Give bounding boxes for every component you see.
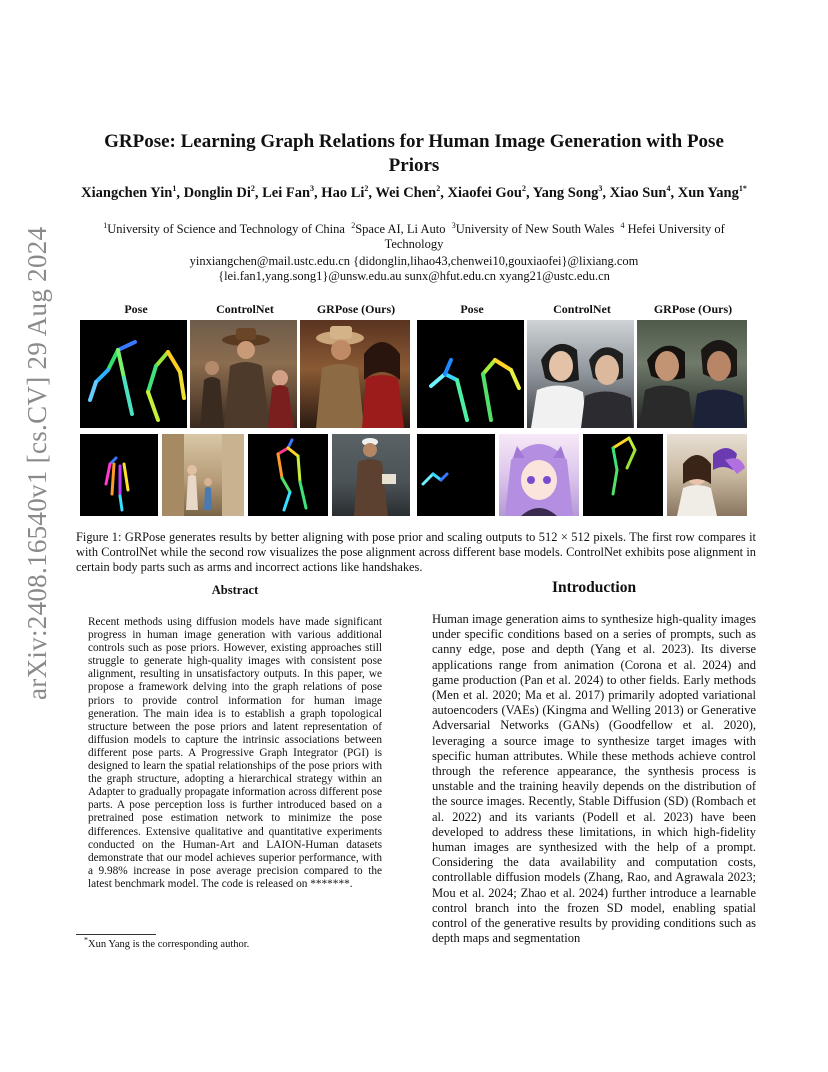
author: Wei Chen$^2$, xyxy=(375,184,448,201)
email-line: yinxiangchen@mail.ustc.edu.cn {didonglin,lihao43,chenwei10,gouxiaofei}@lixiang.com xyxy=(189,254,639,268)
author: Yang Song$^3$, xyxy=(532,184,610,201)
pose-skeleton-image xyxy=(80,320,187,428)
column-label-pose: Pose xyxy=(460,302,484,316)
footnote: *Xun Yang is the corresponding author. xyxy=(84,935,250,950)
arxiv-stamp: arXiv:2408.16540v1 [cs.CV] 29 Aug 2024 xyxy=(22,226,52,700)
column-label-controlnet: ControlNet xyxy=(553,302,611,316)
email-line: {lei.fan1,yang.song1}@unsw.edu.au sunx@hfut.edu.cn xyang21@ustc.edu.cn xyxy=(218,269,610,283)
author: Xiangchen Yin$^1$, xyxy=(81,184,184,201)
column-label-pose: Pose xyxy=(124,302,148,316)
pose-skeleton-image xyxy=(417,434,495,516)
base-model-result-image xyxy=(162,434,244,516)
author: Xiao Sun$^4$, xyxy=(609,184,675,201)
author: Xiaofei Gou$^2$, xyxy=(447,184,533,201)
base-model-result-image xyxy=(332,434,410,516)
column-label-grpose: GRPose (Ours) xyxy=(316,302,396,316)
paper-title: GRPose: Learning Graph Relations for Human Image Generation with Pose Priors xyxy=(104,131,724,176)
author-list xyxy=(76,183,752,203)
base-model-result-image xyxy=(499,434,579,516)
controlnet-result-image xyxy=(527,320,634,428)
pose-skeleton-image xyxy=(417,320,524,428)
pose-skeleton-image xyxy=(80,434,158,516)
author-emails xyxy=(76,254,752,284)
figure-caption: Figure 1: GRPose generates results by better aligning with pose prior and scaling outputs to 512 × 512 pixels. The first row compares it with ControlNet while the second row visualizes the pose alignment across different base models. ControlNet exhibits pose alignment in certain body parts such as arms and incorrect actions like handshakes. xyxy=(76,530,756,574)
abstract-heading: Abstract xyxy=(211,583,259,597)
affiliations: $^1$University of Science and Technology of China $^2$Space AI, Li Auto $^3$University of New South Wales $^4$ Hefei University of Technology xyxy=(103,220,725,251)
column-label-controlnet: ControlNet xyxy=(216,302,274,316)
base-model-result-image xyxy=(667,434,747,516)
introduction-text: Human image generation aims to synthesize high-quality images under specific conditions based on a series of prompts, such as canny edge, pose and depth (Yang et al. 2023). Its diverse applications range from animation (Corona et al. 2024) and game production (Pan et al. 2024) to other fields. Early methods (Men et al. 2020; Ma et al. 2017) primarily adopted variational autoencoders (VAEs) (Kingma and Welling 2013) or Generative Adversarial Networks (GANs) (Goodfellow et al. 2020), leveraging a source image to synthesize target images with specific human attributes. While these methods achieve control through the reference appearance, the synthesis process is unstable and the training heavily depends on the distribution of the source images. Recently, Stable Diffusion (SD) (Rombach et al. 2022) and its variants (Podell et al. 2023) have been developed to address these limitations, in which high-fidelity human images are synthesized with the help of a prompt. Considering the data availability and computation costs, controllable diffusion models (Zhang, Rao, and Agrawala 2023; Mou et al. 2024; Zhao et al. 2024) further introduce a learnable control branch into the frozen SD model, enabling spatial control of the generative results by providing conditions such as depth maps and segmentation xyxy=(432,612,756,946)
author: Lei Fan$^3$, xyxy=(262,184,322,201)
author: Xun Yang$^{1*}$ xyxy=(677,184,747,201)
grpose-result-image xyxy=(300,320,410,428)
pose-skeleton-image xyxy=(583,434,663,516)
controlnet-result-image xyxy=(190,320,297,428)
footnote-divider xyxy=(76,934,156,935)
introduction-heading: Introduction xyxy=(551,579,637,596)
abstract-text: Recent methods using diffusion models have made significant progress in human image generation with various additional controls such as pose priors. However, existing approaches still struggle to generate high-quality images with consistent pose alignment, resulting in unsatisfactory outputs. In this paper, we propose a framework delving into the graph relations of pose priors to provide control information for human image generation. The main idea is to establish a graph topological structure between the pose priors and latent representation of diffusion models to capture the intrinsic associations between different pose parts. A Progressive Graph Integrator (PGI) is designed to learn the spatial relationships of the pose priors with the graph structure, adopting a hierarchical strategy within an Adapter to gradually propagate information across different pose parts. A pose perception loss is further introduced based on a pretrained pose estimation network to minimize the pose differences. Extensive qualitative and quantitative experiments conducted on the Human-Art and LAION-Human datasets demonstrate that our model achieves superior performance, with a 9.98% increase in pose average precision compared to the latest benchmark model. The code is released on *******. xyxy=(88,616,382,890)
author: Donglin Di$^2$, xyxy=(183,184,263,201)
column-label-grpose: GRPose (Ours) xyxy=(653,302,733,316)
grpose-result-image xyxy=(637,320,747,428)
author: Hao Li$^2$, xyxy=(321,184,376,201)
pose-skeleton-image xyxy=(248,434,328,516)
